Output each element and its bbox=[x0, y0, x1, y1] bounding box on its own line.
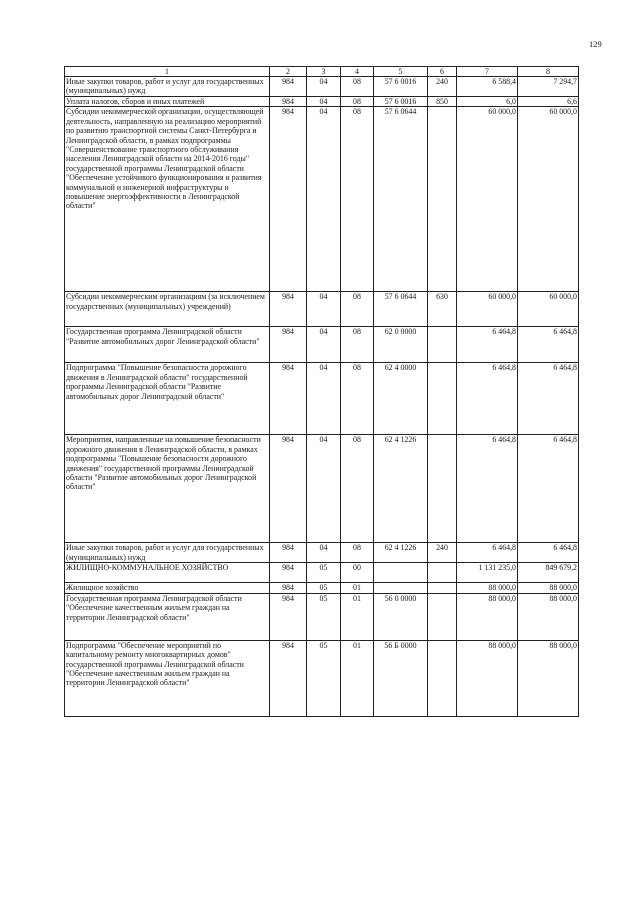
row-amount-1-cell: 88 000,0 bbox=[457, 583, 518, 593]
row-target-cell: 57 6 0644 bbox=[374, 292, 428, 327]
column-header: 8 bbox=[518, 67, 579, 77]
row-subsection-cell: 08 bbox=[341, 97, 374, 107]
row-amount-1-cell: 60 000,0 bbox=[457, 292, 518, 327]
row-amount-2-cell: 6 464,8 bbox=[518, 363, 579, 435]
row-amount-1-cell: 6,0 bbox=[457, 97, 518, 107]
column-header: 4 bbox=[341, 67, 374, 77]
table-row bbox=[65, 543, 579, 563]
row-name-cell: ЖИЛИЩНО-КОММУНАЛЬНОЕ ХОЗЯЙСТВО bbox=[65, 563, 270, 583]
row-amount-1-cell: 88 000,0 bbox=[457, 640, 518, 716]
row-subsection-cell: 08 bbox=[341, 292, 374, 327]
row-amount-1-cell: 60 000,0 bbox=[457, 107, 518, 292]
table-row bbox=[65, 583, 579, 593]
row-target-cell: 57 6 0016 bbox=[374, 77, 428, 97]
row-expense-type-cell bbox=[428, 363, 457, 435]
row-name-cell: Государственная программа Ленинградской области "Обеспечение качественным жильем граждан на территории Ленинградской области" bbox=[65, 593, 270, 640]
row-target-cell: 62 4 1226 bbox=[374, 543, 428, 563]
row-subsection-cell: 01 bbox=[341, 583, 374, 593]
row-name-cell: Жилищное хозяйство bbox=[65, 583, 270, 593]
row-subsection-cell: 08 bbox=[341, 107, 374, 292]
row-name-cell: Иные закупки товаров, работ и услуг для государственных (муниципальных) нужд bbox=[65, 77, 270, 97]
row-subsection-cell: 01 bbox=[341, 593, 374, 640]
row-name-cell: Подпрограмма "Повышение безопасности дорожного движения в Ленинградской области" государственной программы Ленинградской области "Развитие автомобильных дорог Ленинградской области" bbox=[65, 363, 270, 435]
row-amount-2-cell: 6 464,8 bbox=[518, 435, 579, 543]
table-row bbox=[65, 435, 579, 543]
table-header-row bbox=[65, 67, 579, 77]
row-section-cell: 05 bbox=[307, 583, 341, 593]
row-section-cell: 04 bbox=[307, 327, 341, 363]
row-name-cell: Уплата налогов, сборов и иных платежей bbox=[65, 97, 270, 107]
row-target-cell: 57 6 0644 bbox=[374, 107, 428, 292]
row-target-cell bbox=[374, 563, 428, 583]
row-expense-type-cell: 240 bbox=[428, 543, 457, 563]
row-ministry-cell: 984 bbox=[270, 97, 307, 107]
row-subsection-cell: 01 bbox=[341, 640, 374, 716]
row-expense-type-cell bbox=[428, 640, 457, 716]
row-name-cell: Мероприятия, направленные на повышение безопасности дорожного движения в Ленинградской области, в рамках подпрограммы "Повышение безопасности дорожного движения" государственной программы Ленинградской области "Развитие автомобильных дорог Ленинградской области" bbox=[65, 435, 270, 543]
table-body bbox=[65, 77, 579, 717]
table-row bbox=[65, 77, 579, 97]
row-amount-2-cell: 88 000,0 bbox=[518, 583, 579, 593]
row-amount-1-cell: 88 000,0 bbox=[457, 593, 518, 640]
column-header: 7 bbox=[457, 67, 518, 77]
row-amount-2-cell: 7 294,7 bbox=[518, 77, 579, 97]
row-section-cell: 04 bbox=[307, 543, 341, 563]
row-amount-1-cell: 6 464,8 bbox=[457, 327, 518, 363]
column-header: 3 bbox=[307, 67, 341, 77]
budget-table bbox=[64, 66, 579, 717]
row-section-cell: 04 bbox=[307, 97, 341, 107]
row-section-cell: 05 bbox=[307, 593, 341, 640]
table-row bbox=[65, 593, 579, 640]
row-amount-1-cell: 6 464,8 bbox=[457, 543, 518, 563]
row-amount-1-cell: 6 588,4 bbox=[457, 77, 518, 97]
row-ministry-cell: 984 bbox=[270, 593, 307, 640]
row-expense-type-cell bbox=[428, 563, 457, 583]
table-row bbox=[65, 97, 579, 107]
row-amount-2-cell: 849 679,2 bbox=[518, 563, 579, 583]
row-amount-2-cell: 6 464,8 bbox=[518, 543, 579, 563]
row-section-cell: 04 bbox=[307, 107, 341, 292]
column-header: 6 bbox=[428, 67, 457, 77]
row-amount-2-cell: 60 000,0 bbox=[518, 107, 579, 292]
row-section-cell: 04 bbox=[307, 435, 341, 543]
row-expense-type-cell bbox=[428, 327, 457, 363]
row-expense-type-cell bbox=[428, 107, 457, 292]
row-target-cell: 57 6 0016 bbox=[374, 97, 428, 107]
row-subsection-cell: 00 bbox=[341, 563, 374, 583]
row-ministry-cell: 984 bbox=[270, 435, 307, 543]
row-amount-1-cell: 6 464,8 bbox=[457, 435, 518, 543]
column-header: 2 bbox=[270, 67, 307, 77]
row-amount-2-cell: 88 000,0 bbox=[518, 640, 579, 716]
row-expense-type-cell bbox=[428, 583, 457, 593]
row-name-cell: Подпрограмма "Обеспечение мероприятий по капитальному ремонту многоквартирных домов" государственной программы Ленинградской области "Обеспечение качественным жильем граждан на территории Ленинградской области" bbox=[65, 640, 270, 716]
row-target-cell: 56 0 0000 bbox=[374, 593, 428, 640]
row-subsection-cell: 08 bbox=[341, 543, 374, 563]
row-ministry-cell: 984 bbox=[270, 640, 307, 716]
row-section-cell: 04 bbox=[307, 363, 341, 435]
table-row bbox=[65, 107, 579, 292]
row-expense-type-cell: 240 bbox=[428, 77, 457, 97]
row-name-cell: Иные закупки товаров, работ и услуг для государственных (муниципальных) нужд bbox=[65, 543, 270, 563]
row-ministry-cell: 984 bbox=[270, 77, 307, 97]
column-header: 1 bbox=[65, 67, 270, 77]
row-amount-2-cell: 60 000,0 bbox=[518, 292, 579, 327]
table-row bbox=[65, 640, 579, 716]
row-name-cell: Субсидии некоммерческим организациям (за исключением государственных (муниципальных) учреждений) bbox=[65, 292, 270, 327]
row-amount-1-cell: 6 464,8 bbox=[457, 363, 518, 435]
row-ministry-cell: 984 bbox=[270, 363, 307, 435]
row-expense-type-cell: 630 bbox=[428, 292, 457, 327]
row-amount-2-cell: 88 000,0 bbox=[518, 593, 579, 640]
row-section-cell: 05 bbox=[307, 640, 341, 716]
row-ministry-cell: 984 bbox=[270, 107, 307, 292]
row-ministry-cell: 984 bbox=[270, 327, 307, 363]
row-name-cell: Государственная программа Ленинградской области "Развитие автомобильных дорог Ленинградской области" bbox=[65, 327, 270, 363]
row-name-cell: Субсидии некоммерческой организации, осуществляющей деятельность, направленную на реализацию мероприятий по развитию транспортной системы Санкт-Петербурга и Ленинградской области, в рамках подпрограммы "Совершенствование транспортного обслуживания населения Ленинградской области на 2014-2016 годы" государственной программы Ленинградской области "Обеспечение устойчивого функционирования и развития коммунальной и инженерной инфраструктуры и повышение энергоэффективности в Ленинградской области" bbox=[65, 107, 270, 292]
row-ministry-cell: 984 bbox=[270, 563, 307, 583]
row-expense-type-cell bbox=[428, 435, 457, 543]
row-amount-2-cell: 6 464,8 bbox=[518, 327, 579, 363]
row-section-cell: 04 bbox=[307, 77, 341, 97]
row-subsection-cell: 08 bbox=[341, 327, 374, 363]
table-row bbox=[65, 563, 579, 583]
table-row bbox=[65, 363, 579, 435]
row-target-cell: 62 4 0000 bbox=[374, 363, 428, 435]
row-section-cell: 04 bbox=[307, 292, 341, 327]
row-subsection-cell: 08 bbox=[341, 77, 374, 97]
row-target-cell: 62 0 0000 bbox=[374, 327, 428, 363]
row-target-cell bbox=[374, 583, 428, 593]
table-row bbox=[65, 292, 579, 327]
row-amount-1-cell: 1 131 235,0 bbox=[457, 563, 518, 583]
row-expense-type-cell bbox=[428, 593, 457, 640]
row-target-cell: 62 4 1226 bbox=[374, 435, 428, 543]
row-section-cell: 05 bbox=[307, 563, 341, 583]
row-subsection-cell: 08 bbox=[341, 363, 374, 435]
column-header: 5 bbox=[374, 67, 428, 77]
row-ministry-cell: 984 bbox=[270, 583, 307, 593]
table-row bbox=[65, 327, 579, 363]
row-ministry-cell: 984 bbox=[270, 292, 307, 327]
row-expense-type-cell: 850 bbox=[428, 97, 457, 107]
row-amount-2-cell: 6,6 bbox=[518, 97, 579, 107]
row-target-cell: 56 Б 0000 bbox=[374, 640, 428, 716]
row-ministry-cell: 984 bbox=[270, 543, 307, 563]
page-number: 129 bbox=[589, 39, 602, 49]
row-subsection-cell: 08 bbox=[341, 435, 374, 543]
